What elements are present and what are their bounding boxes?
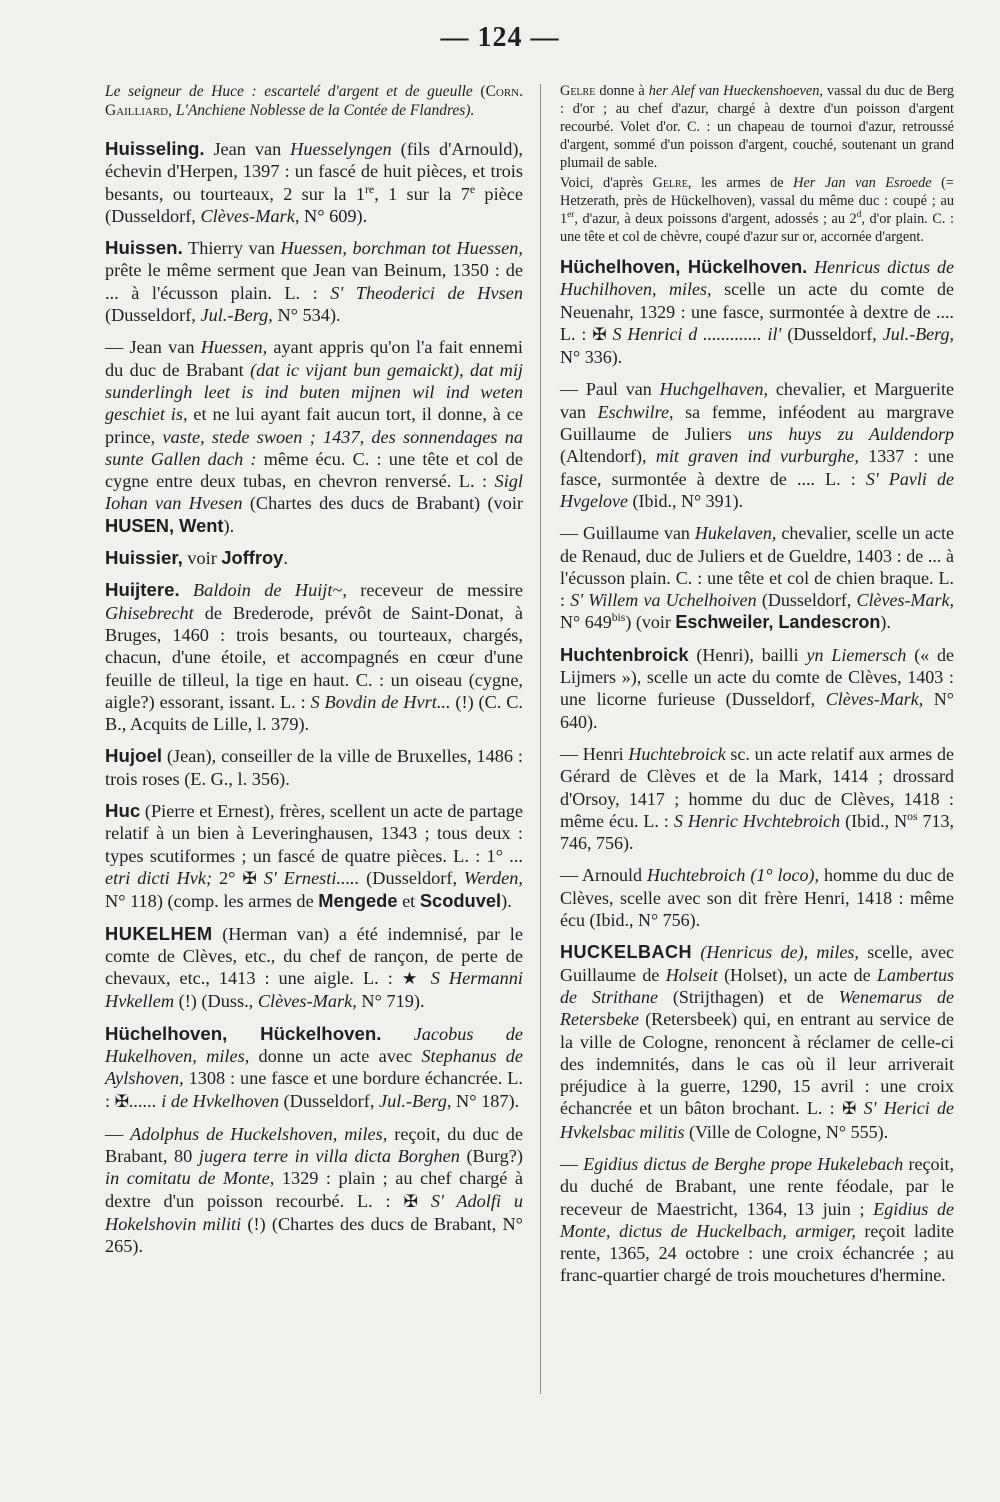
entry-huc: Huc (Pierre et Ernest), frères, scellent un acte de partage relatif à un bien à Leveringhausen, 1343 ; tous deux : types scutiformes ; un fascé de quatre pièces. L. : 1° ... etri dicti Hvk; 2° ✠ S' Ernesti..... (Dusseldorf, Werden, N° 118) (comp. les armes de Mengede et Scoduvel). [105, 800, 523, 912]
cross-reference: Mengede [318, 890, 398, 912]
entry-huisseling: Huisseling. Jean van Huesselyngen (fils d'Arnould), échevin d'Herpen, 1397 : un fascé de huit pièces, et trois besants, ou tourteaux, 2 sur la 1re, 1 sur la 7e pièce (Dusseldorf, Clèves-Mark, N° 609). [105, 138, 523, 226]
entry-gelre-note-2: Voici, d'après Gelre, les armes de Her Jan van Esroede (= Hetzerath, près de Hückelhoven), vassal du même duc : coupé ; au 1er, d'azur, à deux poissons d'argent, adossés ; au 2$^d$, d'or plain. C. : une tête et col de chèvre, coupé d'azur sur or, accornée d'argent. [560, 175, 955, 245]
cross-pattee-icon: ✠ [242, 868, 257, 889]
entry-huce-note: Le seigneur de Huce : escartelé d'argent et de gueulle (Corn. Gailliard, L'Anchiene Noblesse de la Contée de Flandres). [105, 83, 524, 119]
headword: Huc [105, 800, 141, 822]
entry-gelre-note-1: Gelre donne à her Alef van Hueckenshoeven, vassal du duc de Berg : d'or ; au chef d'azur, chargé à dextre d'un poisson d'argent recourbé. Volet d'or. C. : un chapeau de tournoi d'azur, retroussé d'argent, sommé d'un poisson d'argent, couché, soutenant un grand plumail de sable. [560, 83, 954, 171]
left-column [105, 82, 523, 1258]
entry-huissen: Huissen. Thierry van Huessen, borchman tot Huessen, prête le même serment que Jean van Beinum, 1350 : de ... à l'écusson plain. L. : S' Theoderici de Hvsen (Dusseldorf, Jul.-Berg, N° 534). [105, 237, 523, 326]
cross-reference: Joffroy [221, 547, 284, 569]
headword: HUKELHEM [105, 922, 213, 944]
headword: Huisseling. [105, 138, 205, 159]
cross-reference: Eschweiler, Landescron [675, 612, 881, 633]
entry-huckelbach: HUCKELBACH (Henricus de), miles, scelle, avec Guillaume de Holseit (Holset), un acte de Lambertus de Strithane (Strijthagen) et de Wenemarus de Retersbeke (Retersbeek) qui, en entrant au service de la ville de Cologne, renoncent à réclamer de celle-ci des indemnités, dans le cas où il leur arriverait préjudice à la guerre, 1290, 15 avril : une croix échancrée et un bâton brochant. L. : ✠ S' Herici de Hvkelsbac militis (Ville de Cologne, N° 555). [560, 942, 954, 1142]
entry-huchgelhaven: — Paul van Huchgelhaven, chevalier, et Marguerite van Eschwilre, sa femme, inféodent au margrave Guillaume de Juliers uns huys zu Auldendorp (Altendorf), mit graven ind vurburghe, 1337 : une fasce, surmontée à dextre de .... L. : S' Pavli de Hvgelove (Ibid., N° 391). [560, 379, 955, 511]
entry-huchtebroich-arnould: — Arnould Huchtebroich (1° loco), homme du duc de Clèves, scelle avec son dit frère Henri, 1418 : même écu (Ibid., N° 756). [560, 865, 954, 931]
headword: Huissier, [105, 547, 183, 569]
entry-huchelhoven-r: Hüchelhoven, Hückelhoven. Henricus dictus de Huchilhoven, miles, scelle un acte du comte de Neuenahr, 1329 : une fasce, surmontée à dextre de .... L. : ✠ S Henrici d ............. il' (Dusseldorf, Jul.-Berg, N° 336). [560, 256, 955, 368]
entry-huckelshoven: — Adolphus de Huckelshoven, miles, reçoit, du duc de Brabant, 80 jugera terre in villa dicta Borghen (Burg?) in comitatu de Monte, 1329 : plain ; au chef chargé à dextre d'un poisson recourbé. L. : ✠ S' Adolfi u Hokelshovin militi (!) (Chartes des ducs de Brabant, N° 265). [105, 1123, 524, 1257]
headword: Hüchelhoven, Hückelhoven. [560, 256, 808, 277]
entry-hujoel: Hujoel (Jean), conseiller de la ville de Bruxelles, 1486 : trois roses (E. G., l. 356). [105, 745, 523, 789]
entry-hukelhem: HUKELHEM (Herman van) a été indemnisé, par le comte de Clèves, etc., du chef de rançon, de perte de chevaux, etc., 1413 : une aigle. L. : ★ S Hermanni Hvkellem (!) (Duss., Clèves-Mark, N° 719). [105, 922, 524, 1012]
headword: Hüchelhoven, Hückelhoven. [105, 1022, 382, 1044]
entry-huchtebroick-henri: — Henri Huchtebroick sc. un acte relatif aux armes de Gérard de Clèves et de la Mark, 1414 ; drossard d'Orsoy, 1417 ; homme du duc de Clèves, 1418 : même écu. L. : S Henric Hvchtebroich (Ibid., $N^{os}$ 713, 746, 756). [560, 743, 954, 854]
entry-huijtere: Huijtere. Baldoin de Huijt~, receveur de messire Ghisebrecht de Brederode, prévôt de Saint-Donat, à Bruges, 1460 : trois besants, ou tourteaux, chargés, chacun, d'une étoile, et accompagnés en cœur d'une feuille de tilleul, la tige en haut. C. : un oiseau (cygne, aigle?) essorant, issant. L. : S Bovdin de Hvrt... (!) (C. C. B., Acquits de Lille, l. 379). [105, 579, 523, 735]
entry-huissier: Huissier, voir Joffroy. [105, 547, 288, 569]
cross-reference: HUSEN, Went [105, 514, 224, 536]
cross-pattee-icon: ✠ [841, 1099, 857, 1120]
headword: Huchtenbroick [560, 643, 689, 665]
cross-pattee-icon: ✠ [114, 1091, 130, 1112]
headword: HUCKELBACH [560, 942, 692, 963]
entry-huchelhoven: Hüchelhoven, Hückelhoven. Jacobus de Hukelhoven, miles, donne un acte avec Stephanus de Aylshoven, 1308 : une fasce et une bordure échancrée. L. : ✠...... i de Hvkelhoven (Dusseldorf, Jul.-Berg, N° 187). [105, 1022, 523, 1112]
star-icon: ★ [401, 969, 422, 990]
headword: Huijtere. [105, 579, 180, 601]
entry-huissen-2: — Jean van Huessen, ayant appris qu'on l'a fait ennemi du duc de Brabant (dat ic vijant bun gemaickt), dat mij sunderlingh leet is ind buten mijnen wil ind weten geschiet is, et ne lui ayant fait aucun tort, il donne, à ce prince, vaste, stede swoen ; 1437, des sonnendages na sunte Gallen dach : même écu. C. : une tête et col de cygne entre deux tubas, en chevron renversé. L. : Sigl Iohan van Hvesen (Chartes des ducs de Brabant) (voir HUSEN, Went). [105, 337, 524, 536]
page-number: — 124 — [440, 22, 560, 53]
cross-reference: Scoduvel [419, 890, 502, 912]
headword: Hujoel [105, 745, 163, 767]
entry-hukelaven: — Guillaume van Hukelaven, chevalier, scelle un acte de Renaud, duc de Juliers et de Gueldre, 1403 : de ... à l'écusson plain. C. : une tête et col de chien braque. L. : S' Willem va Uchelhoiven (Dusseldorf, Clèves-Mark, N° $649^{bis}$) (voir Eschweiler, Landescron). [560, 523, 954, 633]
headword: Huissen. [105, 237, 183, 259]
right-column [560, 82, 954, 1287]
cross-pattee-icon: ✠ [592, 324, 607, 345]
cross-pattee-icon: ✠ [403, 1191, 419, 1212]
entry-huchtenbroick: Huchtenbroick (Henri), bailli yn Liemersch (« de Lijmers »), scelle un acte du comte de Clèves, 1403 : une licorne furieuse (Dusseldorf, Clèves-Mark, N° 640). [560, 643, 955, 732]
entry-egidius: — Egidius dictus de Berghe prope Hukelebach reçoit, du duché de Brabant, une rente féodale, par le receveur de Maestricht, 1364, 13 juin ; Egidius de Monte, dictus de Huckelbach, armiger, reçoit ladite rente, 1365, 24 octobre : une croix échancrée ; au franc-quartier chargé de trois mouchetures d'hermine. [560, 1153, 954, 1286]
column-divider [540, 84, 541, 1394]
